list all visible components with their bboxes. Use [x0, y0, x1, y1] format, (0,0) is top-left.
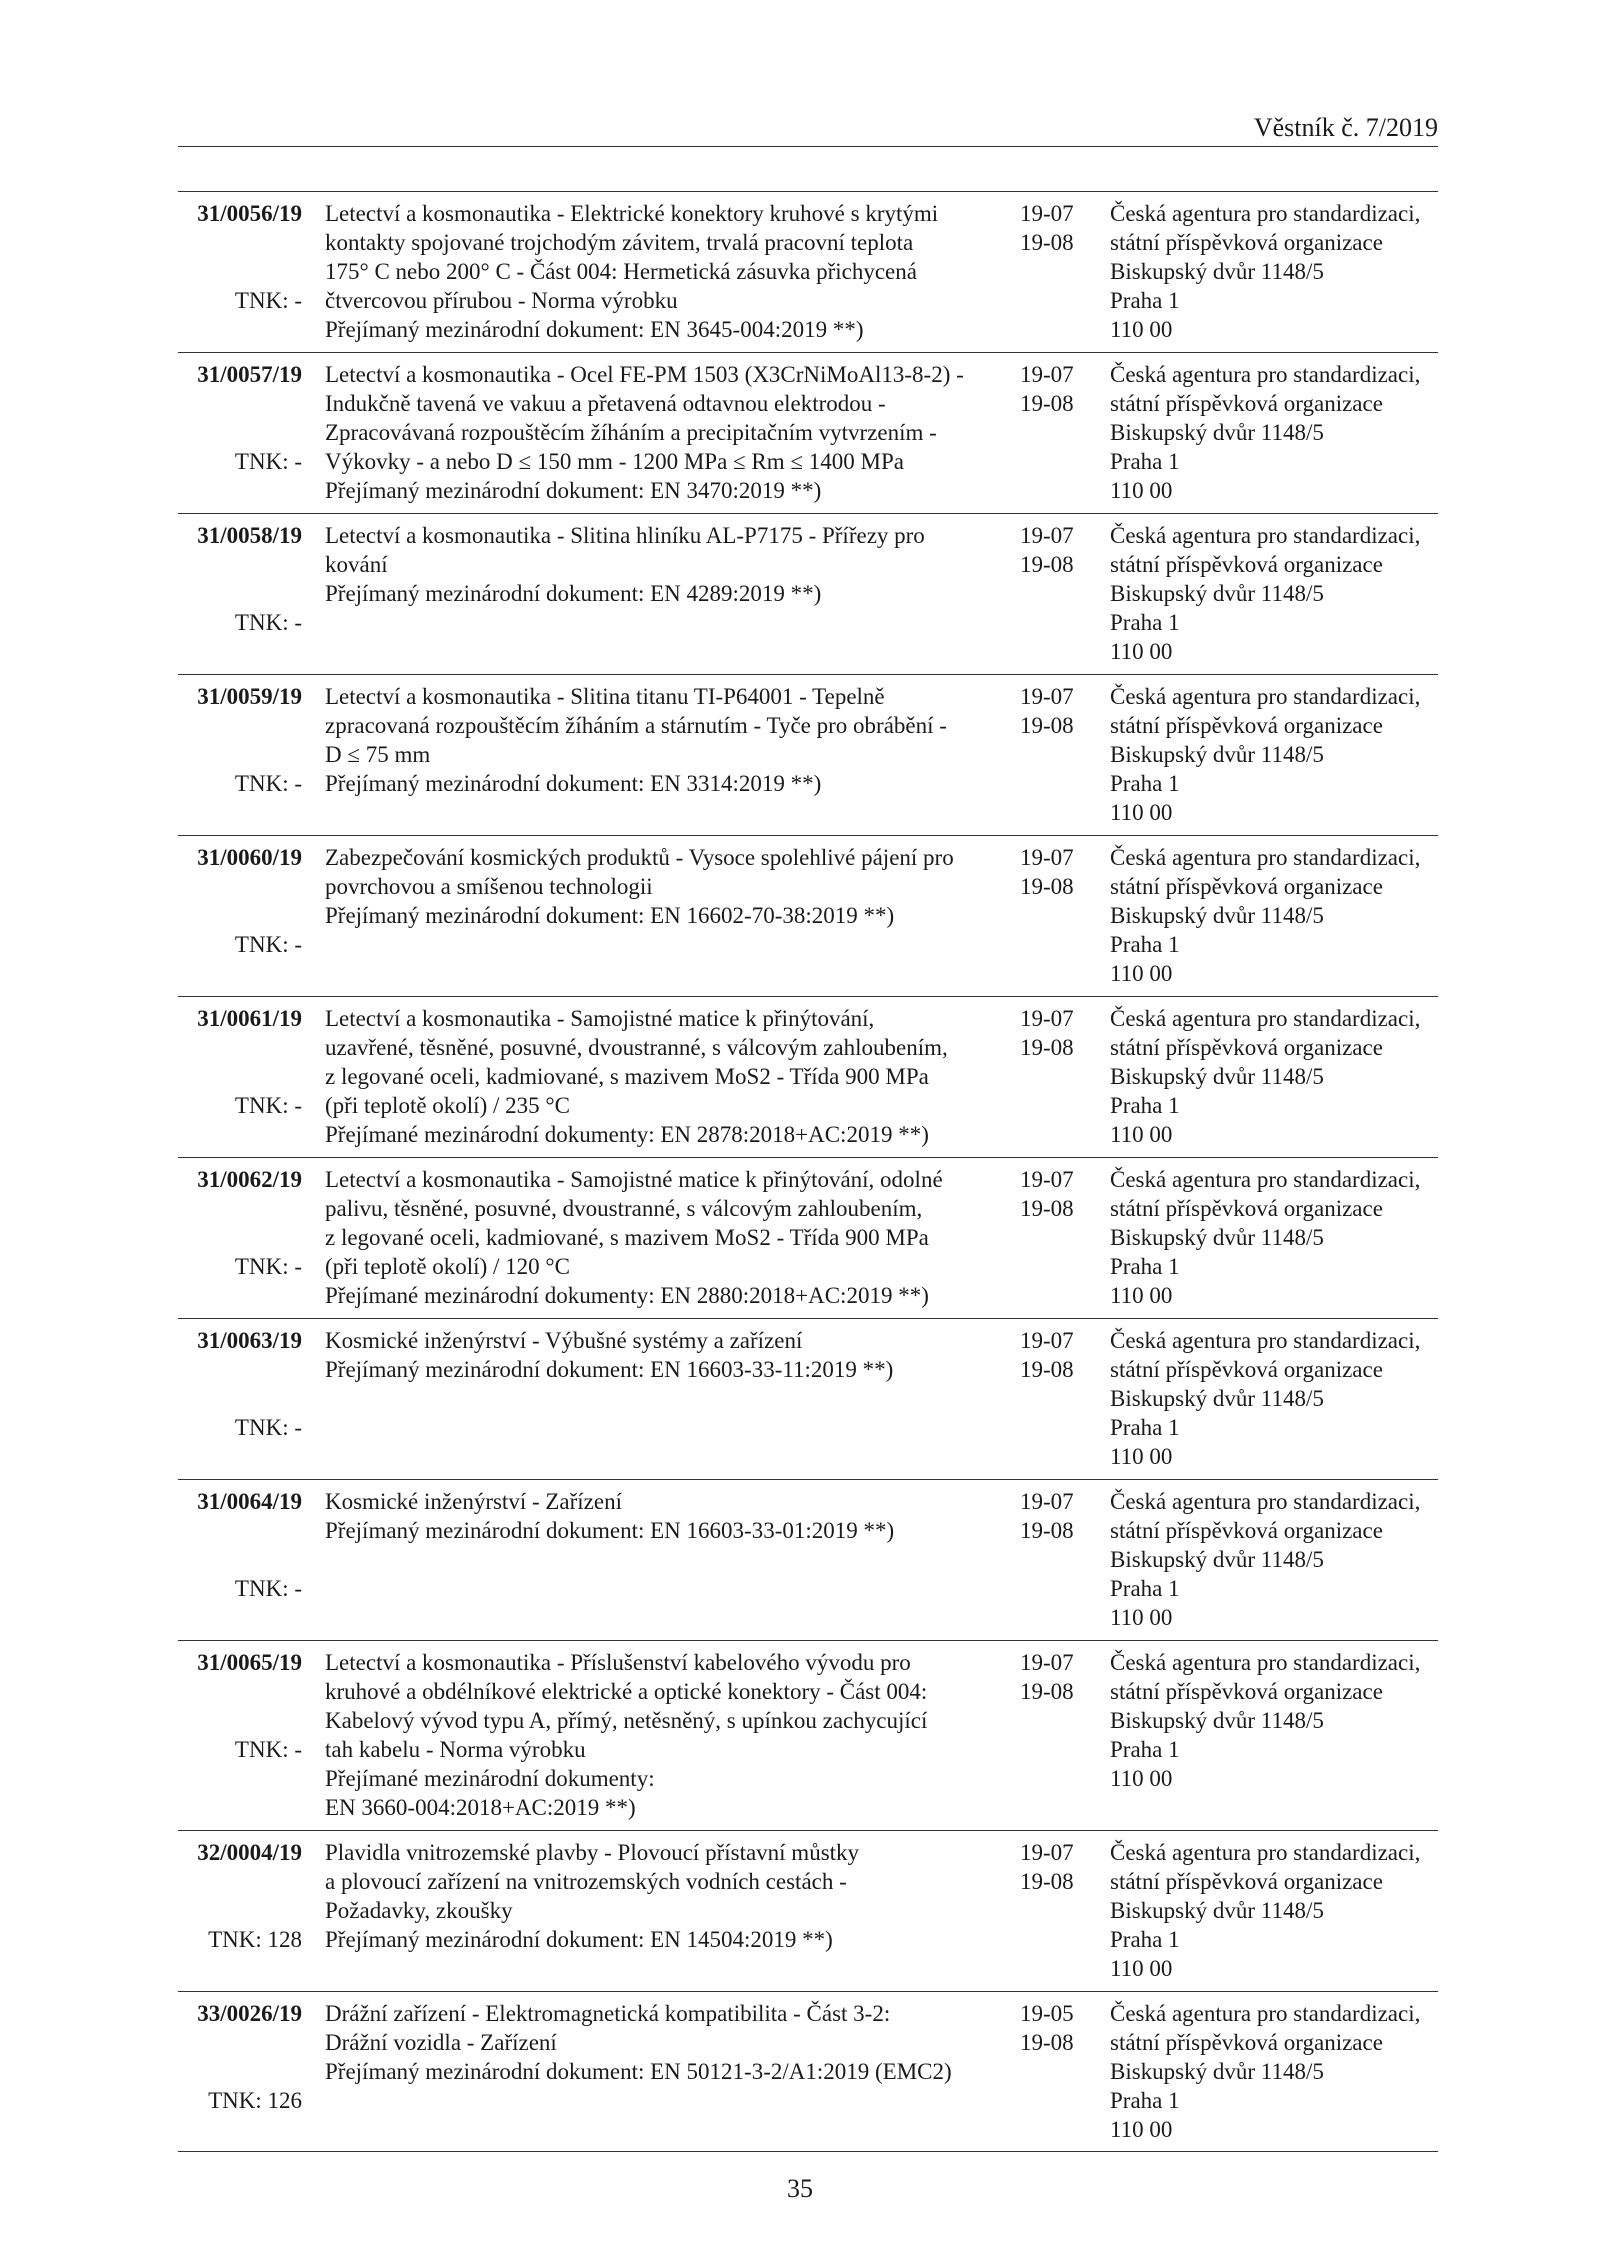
entry-title	[325, 1487, 1005, 1545]
entry-title-line: (při teplotě okolí) / 120 °C	[325, 1254, 570, 1279]
entry-organization-line: Biskupský dvůr 1148/5	[1110, 1064, 1324, 1089]
entry-dates-line: 19-05	[1020, 2001, 1074, 2026]
entry-title-line: Plavidla vnitrozemské plavby - Plovoucí přístavní můstky	[325, 1840, 860, 1865]
entry-organization-line: státní příspěvková organizace	[1110, 552, 1383, 577]
entry-dates	[1020, 1165, 1090, 1223]
entry-dates-line: 19-08	[1020, 1679, 1074, 1704]
entry-title-line: Drážní zařízení - Elektromagnetická kompatibilita - Část 3-2:	[325, 2001, 891, 2026]
entry-title-line: tah kabelu - Norma výrobku	[325, 1737, 586, 1762]
entry-dates-line: 19-08	[1020, 713, 1074, 738]
header-rule	[178, 146, 1438, 147]
entry-title-line: Zabezpečování kosmických produktů - Vysoce spolehlivé pájení pro	[325, 845, 954, 870]
entry-dates	[1020, 1838, 1090, 1896]
entry-dates-line: 19-07	[1020, 1167, 1074, 1192]
entry-organization	[1110, 199, 1440, 344]
entry-title-line: Letectví a kosmonautika - Ocel FE-PM 1503 (X3CrNiMoAl13-8-2) -	[325, 362, 964, 387]
entry-title-line: Letectví a kosmonautika - Příslušenství kabelového vývodu pro	[325, 1650, 911, 1675]
entry-organization-line: Praha 1	[1110, 1254, 1180, 1279]
entry-title-line: kruhové a obdélníkové elektrické a optické konektory - Část 004:	[325, 1679, 928, 1704]
entry-tnk: TNK: 128	[208, 1927, 302, 1952]
entry-dates-line: 19-08	[1020, 1357, 1074, 1382]
entry-title-line: a plovoucí zařízení na vnitrozemských vodních cestách -	[325, 1869, 847, 1894]
entry-dates-line: 19-08	[1020, 230, 1074, 255]
entry-row	[178, 513, 1438, 674]
entry-organization-line: 110 00	[1110, 1605, 1173, 1630]
entry-dates-line: 19-07	[1020, 201, 1074, 226]
entry-tnk: TNK: 126	[208, 2088, 302, 2113]
entry-organization-line: Praha 1	[1110, 932, 1180, 957]
entry-row	[178, 1640, 1438, 1830]
entry-organization-line: Praha 1	[1110, 771, 1180, 796]
entry-title-line: Letectví a kosmonautika - Elektrické konektory kruhové s krytými	[325, 201, 939, 226]
entry-title-line: 175° C nebo 200° C - Část 004: Hermetická zásuvka přichycená	[325, 259, 917, 284]
entry-organization	[1110, 1004, 1440, 1149]
entry-dates-line: 19-08	[1020, 1518, 1074, 1543]
entry-organization-line: Biskupský dvůr 1148/5	[1110, 420, 1324, 445]
entry-title-line: Drážní vozidla - Zařízení	[325, 2030, 557, 2055]
entry-organization-line: 110 00	[1110, 961, 1173, 986]
entry-organization	[1110, 1999, 1440, 2144]
entry-dates-line: 19-08	[1020, 1869, 1074, 1894]
entry-row	[178, 1318, 1438, 1479]
entry-organization-line: Praha 1	[1110, 610, 1180, 635]
entry-organization-line: Praha 1	[1110, 1927, 1180, 1952]
entry-title-line: Přejímaný mezinárodní dokument: EN 50121-3-2/A1:2019 (EMC2)	[325, 2059, 952, 2084]
entry-dates-line: 19-08	[1020, 1196, 1074, 1221]
entry-number: 31/0057/19	[197, 362, 302, 387]
entry-title-line: Letectví a kosmonautika - Samojistné matice k přinýtování, odolné	[325, 1167, 943, 1192]
entry-title	[325, 521, 1005, 608]
entry-title	[325, 1999, 1005, 2086]
entry-organization	[1110, 1487, 1440, 1632]
entry-tnk: TNK: -	[234, 449, 302, 474]
entry-organization-line: Praha 1	[1110, 2088, 1180, 2113]
entry-title-line: čtvercovou přírubou - Norma výrobku	[325, 288, 678, 313]
entry-organization-line: státní příspěvková organizace	[1110, 874, 1383, 899]
entry-tnk: TNK: -	[234, 1415, 302, 1440]
entry-dates	[1020, 521, 1090, 579]
entry-title	[325, 1648, 1005, 1822]
entry-organization	[1110, 521, 1440, 666]
entry-dates	[1020, 199, 1090, 257]
entry-dates	[1020, 1487, 1090, 1545]
entry-organization-line: 110 00	[1110, 1956, 1173, 1981]
entry-organization-line: Česká agentura pro standardizaci,	[1110, 1328, 1421, 1353]
entry-number: 31/0063/19	[197, 1328, 302, 1353]
entry-title	[325, 682, 1005, 798]
entry-organization-line: Praha 1	[1110, 1415, 1180, 1440]
entry-organization-line: Česká agentura pro standardizaci,	[1110, 1650, 1421, 1675]
entry-title-line: EN 3660-004:2018+AC:2019 **)	[325, 1795, 636, 1820]
entry-organization-line: 110 00	[1110, 2117, 1173, 2142]
entry-title-line: Indukčně tavená ve vakuu a přetavená odtavnou elektrodou -	[325, 391, 886, 416]
entry-dates-line: 19-07	[1020, 845, 1074, 870]
entry-title-line: z legované oceli, kadmiované, s mazivem MoS2 - Třída 900 MPa	[325, 1225, 929, 1250]
entry-organization	[1110, 1165, 1440, 1310]
entry-title-line: Přejímaný mezinárodní dokument: EN 14504:2019 **)	[325, 1927, 833, 1952]
entry-dates	[1020, 843, 1090, 901]
entry-organization-line: Česká agentura pro standardizaci,	[1110, 684, 1421, 709]
entry-title-line: Přejímaný mezinárodní dokument: EN 16603-33-11:2019 **)	[325, 1357, 894, 1382]
entry-organization-line: Biskupský dvůr 1148/5	[1110, 1386, 1324, 1411]
entry-organization-line: státní příspěvková organizace	[1110, 230, 1383, 255]
entry-title-line: palivu, těsněné, posuvné, dvoustranné, s válcovým zahloubením,	[325, 1196, 923, 1221]
entry-organization-line: 110 00	[1110, 1444, 1173, 1469]
entry-organization-line: Biskupský dvůr 1148/5	[1110, 1225, 1324, 1250]
entry-title-line: Přejímaný mezinárodní dokument: EN 3645-004:2019 **)	[325, 317, 864, 342]
entry-organization-line: státní příspěvková organizace	[1110, 391, 1383, 416]
entry-number: 31/0065/19	[197, 1650, 302, 1675]
page-header: Věstník č. 7/2019	[1253, 113, 1438, 142]
entry-organization-line: státní příspěvková organizace	[1110, 713, 1383, 738]
entry-organization-line: Česká agentura pro standardizaci,	[1110, 1006, 1421, 1031]
entry-dates	[1020, 1999, 1090, 2057]
entry-number: 31/0061/19	[197, 1006, 302, 1031]
entry-title-line: (při teplotě okolí) / 235 °C	[325, 1093, 570, 1118]
entry-dates-line: 19-07	[1020, 1650, 1074, 1675]
entry-number: 31/0062/19	[197, 1167, 302, 1192]
entry-title	[325, 1326, 1005, 1384]
entry-organization-line: státní příspěvková organizace	[1110, 1518, 1383, 1543]
entry-organization-line: Biskupský dvůr 1148/5	[1110, 1547, 1324, 1572]
entry-organization-line: 110 00	[1110, 478, 1173, 503]
entry-organization-line: Česká agentura pro standardizaci,	[1110, 845, 1421, 870]
entry-dates-line: 19-08	[1020, 2030, 1074, 2055]
entry-row	[178, 191, 1438, 352]
entry-title-line: Letectví a kosmonautika - Slitina hliníku AL-P7175 - Přířezy pro	[325, 523, 925, 548]
entry-dates-line: 19-07	[1020, 1840, 1074, 1865]
entry-number: 31/0058/19	[197, 523, 302, 548]
entry-dates	[1020, 1326, 1090, 1384]
entry-title	[325, 1165, 1005, 1310]
entry-organization	[1110, 1648, 1440, 1793]
entry-title-line: Letectví a kosmonautika - Samojistné matice k přinýtování,	[325, 1006, 875, 1031]
entry-dates	[1020, 360, 1090, 418]
entry-title-line: kontakty spojované trojchodým závitem, trvalá pracovní teplota	[325, 230, 914, 255]
entry-row	[178, 1830, 1438, 1991]
entry-tnk: TNK: -	[234, 1254, 302, 1279]
entry-organization-line: státní příspěvková organizace	[1110, 1869, 1383, 1894]
entry-dates	[1020, 1004, 1090, 1062]
entry-organization	[1110, 843, 1440, 988]
entry-dates	[1020, 682, 1090, 740]
entry-number: 31/0064/19	[197, 1489, 302, 1514]
entry-organization-line: Česká agentura pro standardizaci,	[1110, 1840, 1421, 1865]
entry-organization-line: Česká agentura pro standardizaci,	[1110, 1489, 1421, 1514]
entry-organization	[1110, 1326, 1440, 1471]
entry-dates-line: 19-08	[1020, 552, 1074, 577]
entry-title	[325, 360, 1005, 505]
entry-organization	[1110, 360, 1440, 505]
entry-dates-line: 19-07	[1020, 1328, 1074, 1353]
entry-dates-line: 19-07	[1020, 1006, 1074, 1031]
entry-tnk: TNK: -	[234, 932, 302, 957]
entry-tnk: TNK: -	[234, 771, 302, 796]
entry-title-line: Přejímaný mezinárodní dokument: EN 3470:2019 **)	[325, 478, 822, 503]
entry-dates-line: 19-07	[1020, 362, 1074, 387]
entry-organization-line: 110 00	[1110, 1122, 1173, 1147]
entry-title-line: Požadavky, zkoušky	[325, 1898, 513, 1923]
entry-row	[178, 674, 1438, 835]
entry-title-line: Zpracovávaná rozpouštěcím žíháním a precipitačním vytvrzením -	[325, 420, 937, 445]
entry-tnk: TNK: -	[234, 610, 302, 635]
entry-title-line: zpracovaná rozpouštěcím žíháním a stárnutím - Tyče pro obrábění -	[325, 713, 947, 738]
entry-tnk: TNK: -	[234, 288, 302, 313]
entry-organization-line: Česká agentura pro standardizaci,	[1110, 201, 1421, 226]
entry-organization-line: Biskupský dvůr 1148/5	[1110, 2059, 1324, 2084]
entry-dates-line: 19-07	[1020, 684, 1074, 709]
entry-dates-line: 19-07	[1020, 1489, 1074, 1514]
entry-organization-line: státní příspěvková organizace	[1110, 1679, 1383, 1704]
entry-number: 32/0004/19	[197, 1840, 302, 1865]
entry-title	[325, 199, 1005, 344]
entry-organization-line: Praha 1	[1110, 1737, 1180, 1762]
entry-number: 31/0056/19	[197, 201, 302, 226]
entry-row	[178, 1157, 1438, 1318]
entry-number: 31/0059/19	[197, 684, 302, 709]
entry-title-line: Kosmické inženýrství - Výbušné systémy a zařízení	[325, 1328, 803, 1353]
entry-tnk: TNK: -	[234, 1093, 302, 1118]
entry-title-line: Přejímané mezinárodní dokumenty: EN 2880:2018+AC:2019 **)	[325, 1283, 929, 1308]
entry-organization-line: Praha 1	[1110, 1576, 1180, 1601]
entry-organization	[1110, 1838, 1440, 1983]
entry-title	[325, 843, 1005, 930]
page-number: 35	[787, 2174, 813, 2203]
entry-organization-line: Biskupský dvůr 1148/5	[1110, 581, 1324, 606]
entry-organization-line: Praha 1	[1110, 449, 1180, 474]
entry-tnk: TNK: -	[234, 1737, 302, 1762]
entry-organization-line: Česká agentura pro standardizaci,	[1110, 362, 1421, 387]
entry-dates-line: 19-08	[1020, 1035, 1074, 1060]
entry-title-line: Výkovky - a nebo D ≤ 150 mm - 1200 MPa ≤ Rm ≤ 1400 MPa	[325, 449, 904, 474]
entry-organization-line: Česká agentura pro standardizaci,	[1110, 523, 1421, 548]
entry-organization-line: státní příspěvková organizace	[1110, 1196, 1383, 1221]
entry-title-line: Přejímaný mezinárodní dokument: EN 3314:2019 **)	[325, 771, 822, 796]
entry-organization-line: 110 00	[1110, 639, 1173, 664]
entries-table	[178, 191, 1438, 2152]
entry-title-line: Kosmické inženýrství - Zařízení	[325, 1489, 622, 1514]
entry-row	[178, 1991, 1438, 2152]
entry-organization-line: Biskupský dvůr 1148/5	[1110, 1898, 1324, 1923]
entry-title-line: Kabelový vývod typu A, přímý, netěsněný, s upínkou zachycující	[325, 1708, 928, 1733]
entry-organization-line: Česká agentura pro standardizaci,	[1110, 2001, 1421, 2026]
entry-title-line: kování	[325, 552, 388, 577]
entry-dates-line: 19-07	[1020, 523, 1074, 548]
entry-organization-line: Biskupský dvůr 1148/5	[1110, 1708, 1324, 1733]
entry-title-line: Přejímané mezinárodní dokumenty:	[325, 1766, 655, 1791]
entry-row	[178, 835, 1438, 996]
entry-title-line: D ≤ 75 mm	[325, 742, 431, 767]
entry-title-line: Přejímané mezinárodní dokumenty: EN 2878:2018+AC:2019 **)	[325, 1122, 929, 1147]
entry-title-line: povrchovou a smíšenou technologii	[325, 874, 653, 899]
entry-title-line: uzavřené, těsněné, posuvné, dvoustranné, s válcovým zahloubením,	[325, 1035, 948, 1060]
entry-organization-line: Biskupský dvůr 1148/5	[1110, 259, 1324, 284]
entry-title-line: z legované oceli, kadmiované, s mazivem MoS2 - Třída 900 MPa	[325, 1064, 929, 1089]
entry-title	[325, 1838, 1005, 1954]
entry-organization-line: 110 00	[1110, 1283, 1173, 1308]
entry-organization-line: 110 00	[1110, 1766, 1173, 1791]
entry-tnk: TNK: -	[234, 1576, 302, 1601]
entry-dates	[1020, 1648, 1090, 1706]
entry-title-line: Přejímaný mezinárodní dokument: EN 16602-70-38:2019 **)	[325, 903, 895, 928]
entry-row	[178, 996, 1438, 1157]
entry-dates-line: 19-08	[1020, 391, 1074, 416]
entry-organization-line: státní příspěvková organizace	[1110, 2030, 1383, 2055]
entry-organization-line: Česká agentura pro standardizaci,	[1110, 1167, 1421, 1192]
entry-number: 33/0026/19	[197, 2001, 302, 2026]
entry-organization-line: Biskupský dvůr 1148/5	[1110, 742, 1324, 767]
entry-dates-line: 19-08	[1020, 874, 1074, 899]
entry-organization-line: Biskupský dvůr 1148/5	[1110, 903, 1324, 928]
entry-organization-line: Praha 1	[1110, 288, 1180, 313]
entry-organization-line: státní příspěvková organizace	[1110, 1035, 1383, 1060]
entry-number: 31/0060/19	[197, 845, 302, 870]
entry-organization-line: 110 00	[1110, 800, 1173, 825]
entry-organization-line: státní příspěvková organizace	[1110, 1357, 1383, 1382]
entry-organization-line: Praha 1	[1110, 1093, 1180, 1118]
entry-title-line: Přejímaný mezinárodní dokument: EN 4289:2019 **)	[325, 581, 822, 606]
entry-organization	[1110, 682, 1440, 827]
entry-row	[178, 352, 1438, 513]
entry-title-line: Přejímaný mezinárodní dokument: EN 16603-33-01:2019 **)	[325, 1518, 895, 1543]
entry-title	[325, 1004, 1005, 1149]
entry-title-line: Letectví a kosmonautika - Slitina titanu TI-P64001 - Tepelně	[325, 684, 885, 709]
entry-organization-line: 110 00	[1110, 317, 1173, 342]
entry-row	[178, 1479, 1438, 1640]
